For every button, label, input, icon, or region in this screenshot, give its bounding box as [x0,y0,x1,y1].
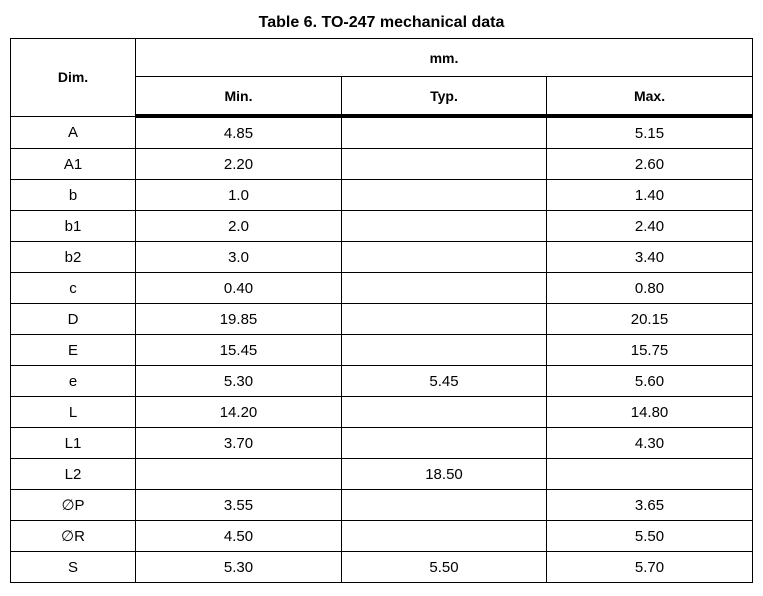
cell-min: 2.0 [136,211,342,242]
cell-dim: A1 [11,149,136,180]
cell-max: 14.80 [547,397,753,428]
table-row [11,428,753,459]
cell-min: 19.85 [136,304,342,335]
cell-max: 5.50 [547,521,753,552]
cell-max: 1.40 [547,180,753,211]
cell-dim: L1 [11,428,136,459]
table-row [11,490,753,521]
cell-typ [342,428,547,459]
header-row-top [11,39,753,77]
cell-dim: e [11,366,136,397]
cell-min: 3.0 [136,242,342,273]
table-row [11,211,753,242]
cell-dim: L2 [11,459,136,490]
cell-typ [342,149,547,180]
table-row [11,366,753,397]
table-row [11,397,753,428]
column-header-min: Min. [136,77,342,117]
cell-dim: ∅R [11,521,136,552]
table-row [11,459,753,490]
column-header-unit: mm. [136,39,753,77]
table-row [11,242,753,273]
cell-max: 4.30 [547,428,753,459]
cell-max: 20.15 [547,304,753,335]
cell-dim: b2 [11,242,136,273]
cell-dim: b [11,180,136,211]
table-row [11,273,753,304]
cell-min: 4.50 [136,521,342,552]
cell-min: 14.20 [136,397,342,428]
table-row [11,180,753,211]
cell-typ [342,180,547,211]
cell-dim: ∅P [11,490,136,521]
cell-typ: 5.50 [342,552,547,583]
cell-dim: E [11,335,136,366]
column-header-dim: Dim. [11,39,136,117]
cell-min: 3.55 [136,490,342,521]
cell-dim: b1 [11,211,136,242]
cell-typ: 5.45 [342,366,547,397]
cell-min: 15.45 [136,335,342,366]
table-row [11,335,753,366]
cell-typ [342,273,547,304]
cell-min: 1.0 [136,180,342,211]
column-header-typ: Typ. [342,77,547,117]
cell-typ: 18.50 [342,459,547,490]
cell-dim: D [11,304,136,335]
column-header-max: Max. [547,77,753,117]
cell-typ [342,211,547,242]
cell-min: 3.70 [136,428,342,459]
table-row [11,521,753,552]
table-row [11,149,753,180]
cell-dim: S [11,552,136,583]
cell-max [547,459,753,490]
cell-typ [342,397,547,428]
cell-min: 0.40 [136,273,342,304]
cell-typ [342,116,547,149]
mechanical-data-table [10,38,753,583]
cell-min: 5.30 [136,366,342,397]
table-header [11,39,753,117]
cell-typ [342,490,547,521]
cell-max: 5.60 [547,366,753,397]
cell-min: 4.85 [136,116,342,149]
cell-max: 2.40 [547,211,753,242]
cell-max: 15.75 [547,335,753,366]
cell-max: 2.60 [547,149,753,180]
cell-min [136,459,342,490]
table-caption: Table 6. TO-247 mechanical data [258,14,505,31]
cell-dim: L [11,397,136,428]
cell-max: 3.65 [547,490,753,521]
cell-typ [342,242,547,273]
cell-max: 5.15 [547,116,753,149]
cell-dim: A [11,116,136,149]
cell-max: 3.40 [547,242,753,273]
cell-max: 5.70 [547,552,753,583]
table-row [11,304,753,335]
cell-dim: c [11,273,136,304]
table-row [11,552,753,583]
cell-min: 2.20 [136,149,342,180]
cell-typ [342,521,547,552]
table-row [11,116,753,149]
cell-typ [342,304,547,335]
cell-typ [342,335,547,366]
table-body [11,116,753,583]
cell-max: 0.80 [547,273,753,304]
cell-min: 5.30 [136,552,342,583]
